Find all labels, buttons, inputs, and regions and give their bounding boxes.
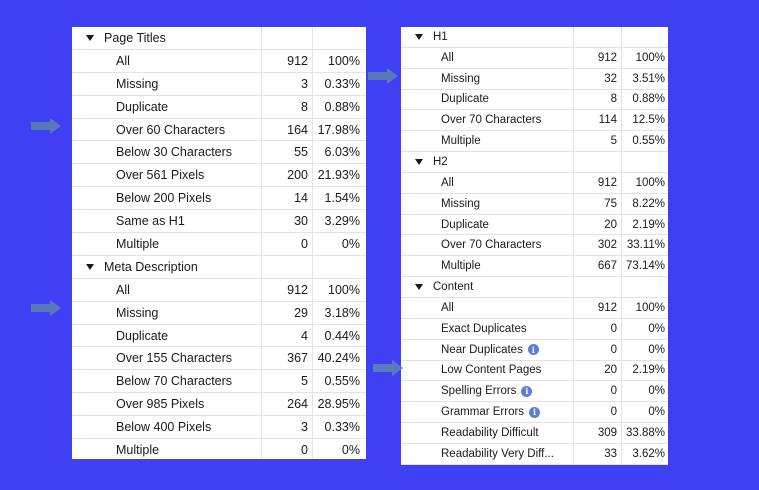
row-count: 3 <box>261 73 312 95</box>
table-row[interactable] <box>72 325 366 348</box>
row-count: 912 <box>573 298 621 318</box>
row-percent: 33.88% <box>621 423 668 443</box>
info-icon[interactable]: i <box>528 344 539 355</box>
row-label: Same as H1 <box>116 214 185 229</box>
row-label: All <box>441 176 454 189</box>
table-row[interactable] <box>72 416 366 439</box>
row-percent: 0.55% <box>621 131 668 151</box>
triangle-down-icon[interactable] <box>415 284 423 290</box>
row-percent: 17.98% <box>312 119 366 141</box>
row-count: 0 <box>573 319 621 339</box>
table-row[interactable] <box>401 235 668 256</box>
row-count: 20 <box>573 215 621 235</box>
row-label: Below 30 Characters <box>116 145 233 160</box>
row-percent: 100% <box>621 173 668 193</box>
row-percent: 0% <box>621 402 668 422</box>
row-count: 14 <box>261 187 312 209</box>
table-row[interactable] <box>401 423 668 444</box>
row-label: Below 200 Pixels <box>116 191 212 206</box>
row-count: 912 <box>261 279 312 301</box>
row-label: Below 70 Characters <box>116 374 233 389</box>
triangle-down-icon[interactable] <box>86 35 94 41</box>
row-count: 912 <box>573 48 621 68</box>
row-label: Over 60 Characters <box>116 122 226 137</box>
row-count: 75 <box>573 194 621 214</box>
row-percent: 0% <box>312 439 366 459</box>
row-count: 164 <box>261 119 312 141</box>
group-row[interactable] <box>401 152 668 173</box>
row-label: Below 400 Pixels <box>116 420 212 435</box>
table-row[interactable] <box>401 298 668 319</box>
row-label: Over 561 Pixels <box>116 168 205 183</box>
row-percent: 0.33% <box>312 416 366 438</box>
group-title: Content <box>433 281 474 294</box>
table-row[interactable] <box>401 69 668 90</box>
table-row[interactable] <box>401 110 668 131</box>
group-title: Meta Description <box>104 259 198 274</box>
table-row[interactable] <box>401 256 668 277</box>
row-label: Grammar Errors <box>441 406 525 419</box>
row-percent: 100% <box>312 50 366 72</box>
row-percent: 21.93% <box>312 164 366 186</box>
table-row[interactable] <box>401 173 668 194</box>
row-count: 0 <box>573 402 621 422</box>
row-percent: 2.19% <box>621 215 668 235</box>
table-row[interactable] <box>401 215 668 236</box>
row-percent: 0% <box>621 340 668 360</box>
row-label: Duplicate <box>441 93 489 106</box>
table-row[interactable] <box>72 119 366 142</box>
row-label: Spelling Errors <box>441 385 517 398</box>
row-count: 55 <box>261 141 312 163</box>
row-count: 0 <box>261 233 312 255</box>
table-row[interactable] <box>401 361 668 382</box>
row-label: All <box>116 53 130 68</box>
table-row[interactable] <box>401 319 668 340</box>
row-count: 667 <box>573 256 621 276</box>
table-row[interactable] <box>72 279 366 302</box>
group-title: H1 <box>433 30 448 43</box>
row-label: Over 70 Characters <box>441 239 542 252</box>
row-count: 29 <box>261 302 312 324</box>
triangle-down-icon[interactable] <box>415 34 423 40</box>
row-count: 8 <box>573 90 621 110</box>
group-row[interactable] <box>401 27 668 48</box>
row-label: All <box>441 301 454 314</box>
row-percent: 0.55% <box>312 370 366 392</box>
table-row[interactable] <box>401 131 668 152</box>
row-count: 5 <box>261 370 312 392</box>
table-row[interactable] <box>72 370 366 393</box>
table-row[interactable] <box>72 50 366 73</box>
row-label: Multiple <box>441 135 481 148</box>
row-percent: 3.29% <box>312 210 366 232</box>
row-label: Exact Duplicates <box>441 322 527 335</box>
row-label: Duplicate <box>116 328 169 343</box>
row-count: 4 <box>261 325 312 347</box>
table-row[interactable] <box>401 194 668 215</box>
row-percent: 100% <box>312 279 366 301</box>
row-percent: 3.18% <box>312 302 366 324</box>
row-label: Duplicate <box>116 99 169 114</box>
row-count: 367 <box>261 347 312 369</box>
group-row[interactable] <box>72 27 366 50</box>
row-count: 5 <box>573 131 621 151</box>
group-title: Page Titles <box>104 30 166 45</box>
row-count: 20 <box>573 361 621 381</box>
row-count: 200 <box>261 164 312 186</box>
row-label: Missing <box>116 76 159 91</box>
table-row[interactable] <box>72 164 366 187</box>
row-label: Low Content Pages <box>441 364 542 377</box>
row-percent: 0.88% <box>621 90 668 110</box>
table-row[interactable] <box>72 187 366 210</box>
table-row[interactable] <box>401 90 668 111</box>
row-label: Over 70 Characters <box>441 114 542 127</box>
table-row[interactable] <box>72 302 366 325</box>
table-row[interactable] <box>401 444 668 465</box>
table-row[interactable] <box>72 210 366 233</box>
table-row[interactable] <box>72 233 366 256</box>
row-percent: 8.22% <box>621 194 668 214</box>
table-row[interactable] <box>401 340 668 361</box>
row-label: Over 155 Characters <box>116 351 233 366</box>
group-row[interactable] <box>72 256 366 279</box>
row-count: 309 <box>573 423 621 443</box>
row-percent: 33.11% <box>621 235 668 255</box>
row-count: 912 <box>573 173 621 193</box>
row-label: Duplicate <box>441 218 489 231</box>
arrow-right-icon <box>368 68 398 84</box>
triangle-down-icon[interactable] <box>86 264 94 270</box>
row-percent: 28.95% <box>312 393 366 415</box>
row-label: Multiple <box>116 442 160 457</box>
row-percent: 100% <box>621 298 668 318</box>
row-count: 3 <box>261 416 312 438</box>
row-count: 33 <box>573 444 621 464</box>
info-icon[interactable]: i <box>521 386 532 397</box>
row-percent: 3.51% <box>621 69 668 89</box>
row-percent: 0% <box>621 381 668 401</box>
row-label: Multiple <box>441 260 481 273</box>
group-title: H2 <box>433 155 448 168</box>
table-row[interactable] <box>72 141 366 164</box>
row-percent: 0.88% <box>312 96 366 118</box>
row-count: 302 <box>573 235 621 255</box>
table-row[interactable] <box>401 48 668 69</box>
row-percent: 100% <box>621 48 668 68</box>
left-issues-table <box>72 27 366 459</box>
row-label: All <box>441 51 454 64</box>
row-percent: 0.44% <box>312 325 366 347</box>
table-row[interactable] <box>72 347 366 370</box>
table-row[interactable] <box>72 73 366 96</box>
row-label: Near Duplicates <box>441 343 523 356</box>
row-label: Missing <box>116 305 159 320</box>
row-label: Missing <box>441 72 480 85</box>
row-count: 912 <box>261 50 312 72</box>
row-label: Over 985 Pixels <box>116 397 205 412</box>
table-row[interactable] <box>401 402 668 423</box>
row-count: 30 <box>261 210 312 232</box>
row-count: 0 <box>573 381 621 401</box>
table-row[interactable] <box>72 393 366 416</box>
row-label: Multiple <box>116 236 160 251</box>
row-count: 8 <box>261 96 312 118</box>
row-percent: 1.54% <box>312 187 366 209</box>
row-percent: 0% <box>312 233 366 255</box>
row-percent: 2.19% <box>621 361 668 381</box>
table-row[interactable] <box>401 381 668 402</box>
row-label: Missing <box>441 197 480 210</box>
row-percent: 3.62% <box>621 444 668 464</box>
row-count: 32 <box>573 69 621 89</box>
row-label: All <box>116 282 130 297</box>
row-count: 0 <box>573 340 621 360</box>
arrow-right-icon <box>31 300 61 316</box>
row-label: Readability Difficult <box>441 426 539 439</box>
row-percent: 12.5% <box>621 110 668 130</box>
row-percent: 6.03% <box>312 141 366 163</box>
row-percent: 0.33% <box>312 73 366 95</box>
right-issues-table <box>401 27 668 465</box>
row-percent: 40.24% <box>312 347 366 369</box>
arrow-right-icon <box>373 360 403 376</box>
table-row[interactable] <box>72 439 366 459</box>
table-row[interactable] <box>72 96 366 119</box>
row-label: Readability Very Diff... <box>441 447 554 460</box>
group-row[interactable] <box>401 277 668 298</box>
row-count: 114 <box>573 110 621 130</box>
triangle-down-icon[interactable] <box>415 159 423 165</box>
row-percent: 0% <box>621 319 668 339</box>
row-count: 264 <box>261 393 312 415</box>
info-icon[interactable]: i <box>529 407 540 418</box>
row-percent: 73.14% <box>621 256 668 276</box>
row-count: 0 <box>261 439 312 459</box>
arrow-right-icon <box>31 118 61 134</box>
